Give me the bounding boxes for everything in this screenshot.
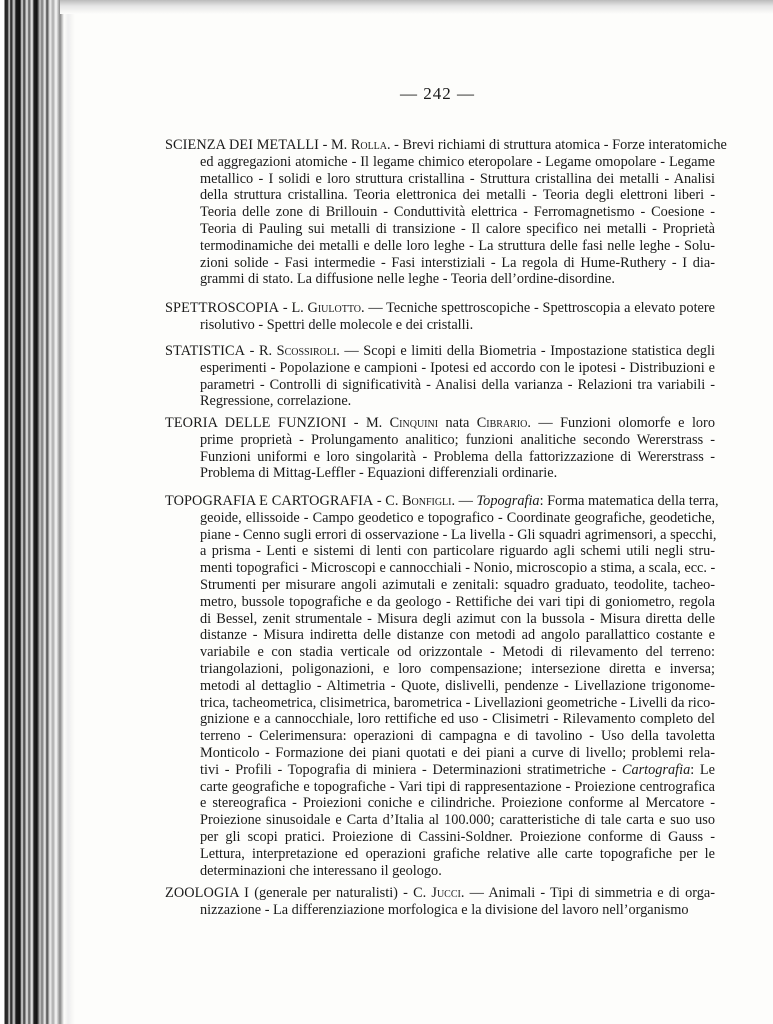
- text-segment: metodi al dettaglio - Altimetria - Quote, dislivelli, pendenze - Livellazione trigonome-: [200, 677, 715, 694]
- text-segment: — Scopi e limiti della Biometria - Impostazione statistica degli: [339, 343, 715, 359]
- text-line: [200, 745, 715, 762]
- entry-heading-line: [165, 343, 715, 360]
- course-title: ZOOLOGIA I: [165, 885, 250, 901]
- text-line: [200, 360, 715, 377]
- text-segment: — Funzioni olomorfe e loro: [530, 415, 715, 431]
- text-segment: variabile e con stadia verticale od orizzontale - Metodi di rilevamento del terreno:: [200, 644, 715, 661]
- author-name: R. Scossiroli.: [258, 343, 340, 359]
- text-line: [200, 779, 715, 796]
- text-segment: ed aggregazioni atomiche - Il legame chimico eteropolare - Legame omopolare - Legame: [200, 153, 715, 170]
- text-segment: terreno - Celerimensura: operazioni di campagna e di tavolino - Uso della tavoletta: [200, 728, 715, 745]
- entry-heading-line: [165, 493, 719, 510]
- text-segment: -: [279, 300, 292, 316]
- text-line: [200, 465, 715, 482]
- text-segment: determinazioni che interessano il geologo.: [200, 862, 442, 879]
- text-line: [200, 711, 715, 728]
- text-segment: a prisma - Lenti e sistemi di lenti con particolare riguardo agli schemi utili negli stru-: [200, 543, 715, 560]
- text-line: [200, 611, 715, 628]
- text-segment: zioni solide - Fasi intermedie - Fasi interstiziali - La regola di Hume-Ruthery - I dia-: [200, 254, 715, 271]
- section-spettroscopia: [165, 300, 715, 334]
- text-segment: per gli scopi pratici. Proiezione di Cassini-Soldner. Proiezione conforme di Gauss -: [200, 828, 715, 845]
- course-title: TOPOGRAFIA E CARTOGRAFIA: [165, 493, 374, 509]
- book-binding-edge: [0, 0, 75, 1024]
- subsection-label: Cartografia: [621, 761, 691, 778]
- text-segment: metallico - I solidi e loro struttura cristallina - Struttura cristallina dei metalli - Analisi: [200, 170, 715, 187]
- text-segment: grammi di stato. La diffusione nelle leghe - Teoria dell’ordine-disordine.: [200, 271, 615, 288]
- text-line: [200, 543, 715, 560]
- text-line: [200, 527, 715, 544]
- text-segment: Proiezione sinusoidale e Carta d’Italia al 100.000; caratteristiche di tale carta e suo uso: [200, 812, 715, 829]
- entry-heading-line: [165, 137, 727, 154]
- text-segment: (generale per naturalisti) -: [249, 885, 414, 901]
- text-segment: triangolazioni, poligonazioni, e loro compensazione; intersezione diretta e inversa;: [200, 660, 715, 677]
- text-line: [200, 221, 715, 238]
- text-segment: -: [245, 343, 259, 359]
- text-segment: -: [319, 137, 331, 153]
- text-segment: nizzazione - La differenziazione morfologica e la divisione del lavoro nell’organismo: [200, 901, 689, 918]
- text-line: [200, 317, 715, 334]
- text-segment: Monticolo - Formazione dei piani quotati e dei piani a curve di livello; problemi rela-: [200, 744, 715, 761]
- text-line: [200, 795, 715, 812]
- text-segment: -: [373, 493, 386, 509]
- text-segment: tivi - Profili - Topografia di miniera - Determinazioni stratimetriche -: [200, 761, 622, 778]
- text-line: [200, 762, 715, 779]
- text-line: [200, 644, 715, 661]
- text-line: [200, 510, 715, 527]
- text-line: [200, 846, 715, 863]
- subsection-label: Topografia: [476, 493, 540, 509]
- text-segment: Funzioni uniformi e loro singolarità - Problema della fattorizzazione di Wererstrass -: [200, 448, 715, 465]
- entry-heading-line: [165, 300, 715, 317]
- page-top-edge: [60, 0, 773, 14]
- text-segment: : Forma matematica della terra,: [539, 493, 719, 509]
- text-line: [200, 829, 715, 846]
- text-line: [200, 627, 715, 644]
- text-line: [200, 255, 715, 272]
- course-title: SPETTROSCOPIA: [165, 300, 280, 316]
- text-line: [200, 449, 715, 466]
- text-segment: metro, bussole topografiche e da geologo - Rettifiche dei vari tipi di goniometro, regola: [200, 593, 715, 610]
- text-segment: Teoria di Pauling sui metalli di transizione - Il calore specifico nei metalli - Proprietà: [200, 220, 715, 237]
- text-segment: gnizione e a cannocchiale, loro rettifiche ed uso - Clisimetri - Rilevamento completo del: [200, 711, 715, 728]
- page-number: — 242 —: [400, 84, 475, 103]
- text-segment: prime proprietà - Prolungamento analitico; funzioni analitiche secondo Wererstrass -: [200, 431, 715, 448]
- text-line: [200, 271, 715, 288]
- text-segment: nata: [438, 415, 477, 431]
- author-name: Cibrario.: [476, 415, 531, 431]
- section-topografia-e-cartografia: [165, 493, 719, 879]
- text-line: [200, 695, 715, 712]
- author-name: C. Jucci.: [413, 885, 465, 901]
- section-scienza-dei-metalli: [165, 137, 727, 288]
- section-statistica: [165, 343, 715, 410]
- text-segment: -: [346, 415, 366, 431]
- text-segment: geoide, ellissoide - Campo geodetico e topografico - Coordinate geografiche, geodetiche,: [200, 509, 715, 526]
- text-segment: Regressione, correlazione.: [200, 393, 352, 410]
- course-title: STATISTICA: [165, 343, 246, 359]
- text-line: [200, 432, 715, 449]
- text-segment: di Bessel, zenit strumentale - Misura degli azimut con la bussola - Misura diretta delle: [200, 610, 715, 627]
- section-teoria-delle-funzioni: [165, 415, 715, 482]
- text-segment: termodinamiche dei metalli e delle loro leghe - La struttura delle fasi nelle leghe - Solu-: [200, 237, 715, 254]
- text-line: [200, 393, 715, 410]
- text-line: [200, 187, 715, 204]
- section-zoologia: [165, 885, 715, 919]
- author-name: C. Bonfigli.: [385, 493, 456, 509]
- text-segment: carte geografiche e topografiche - Vari tipi di rappresentazione - Proiezione centrografica: [200, 778, 715, 795]
- author-name: L. Giulotto.: [291, 300, 365, 316]
- text-segment: Lettura, interpretazione ed operazioni grafiche relative alle carte topografiche per le: [200, 845, 715, 862]
- text-segment: parametri - Controlli di significatività - Analisi della varianza - Relazioni tra variabili -: [200, 376, 715, 393]
- text-line: [200, 902, 715, 919]
- text-segment: Problema di Mittag-Leffler - Equazioni differenziali ordinarie.: [200, 465, 558, 482]
- text-segment: esperimenti - Popolazione e campioni - Ipotesi ed accordo con le ipotesi - Distribuzioni e: [200, 359, 715, 376]
- text-segment: —: [455, 493, 477, 509]
- text-segment: Strumenti per misurare angoli azimutali e zenitali: squadro graduato, teodolite, tacheo-: [200, 576, 715, 593]
- text-line: [200, 678, 715, 695]
- entry-heading-line: [165, 885, 715, 902]
- text-line: [200, 863, 715, 880]
- text-line: [200, 560, 715, 577]
- text-line: [200, 812, 715, 829]
- text-line: [200, 154, 715, 171]
- course-title: TEORIA DELLE FUNZIONI: [165, 415, 347, 431]
- text-segment: risolutivo - Spettri delle molecole e dei cristalli.: [200, 316, 474, 333]
- text-segment: e stereografica - Proiezioni coniche e cilindriche. Proiezione conforme al Mercatore -: [200, 795, 715, 812]
- text-line: [200, 661, 715, 678]
- text-segment: Teoria delle zone di Brillouin - Conduttività elettrica - Ferromagnetismo - Coesione -: [200, 204, 715, 221]
- text-segment: trica, tacheometrica, clisimetrica, barometrica - Livellazioni geometriche - Livelli da rico-: [200, 694, 715, 711]
- text-segment: piane - Cenno sugli errori di osservazione - La livella - Gli squadri agrimensori, a specchi,: [200, 526, 717, 543]
- entry-heading-line: [165, 415, 715, 432]
- text-segment: menti topografici - Microscopi e cannocchiali - Nonio, microscopio a stima, a scala, ecc. -: [200, 560, 716, 577]
- text-segment: — Tecniche spettroscopiche - Spettroscopia a elevato potere: [364, 300, 715, 316]
- author-name: M. Rolla.: [330, 137, 391, 153]
- text-line: [200, 238, 715, 255]
- author-name: M. Cinquini: [365, 415, 439, 431]
- text-segment: — Animali - Tipi di simmetria e di orga-: [464, 885, 715, 901]
- course-title: SCIENZA DEI METALLI: [165, 137, 320, 153]
- text-line: [200, 577, 715, 594]
- text-line: [200, 377, 715, 394]
- text-line: [200, 728, 715, 745]
- text-segment: distanze - Misura indiretta delle distanze con metodi ad angolo parallattico costante e: [200, 627, 715, 644]
- text-segment: della struttura cristallina. Teoria elettronica dei metalli - Teoria degli elettroni liberi -: [200, 187, 715, 204]
- text-line: [200, 204, 715, 221]
- text-segment: - Brevi richiami di struttura atomica - Forze interatomiche: [390, 137, 727, 153]
- text-line: [200, 171, 715, 188]
- text-segment: : Le: [690, 761, 715, 778]
- text-line: [200, 594, 715, 611]
